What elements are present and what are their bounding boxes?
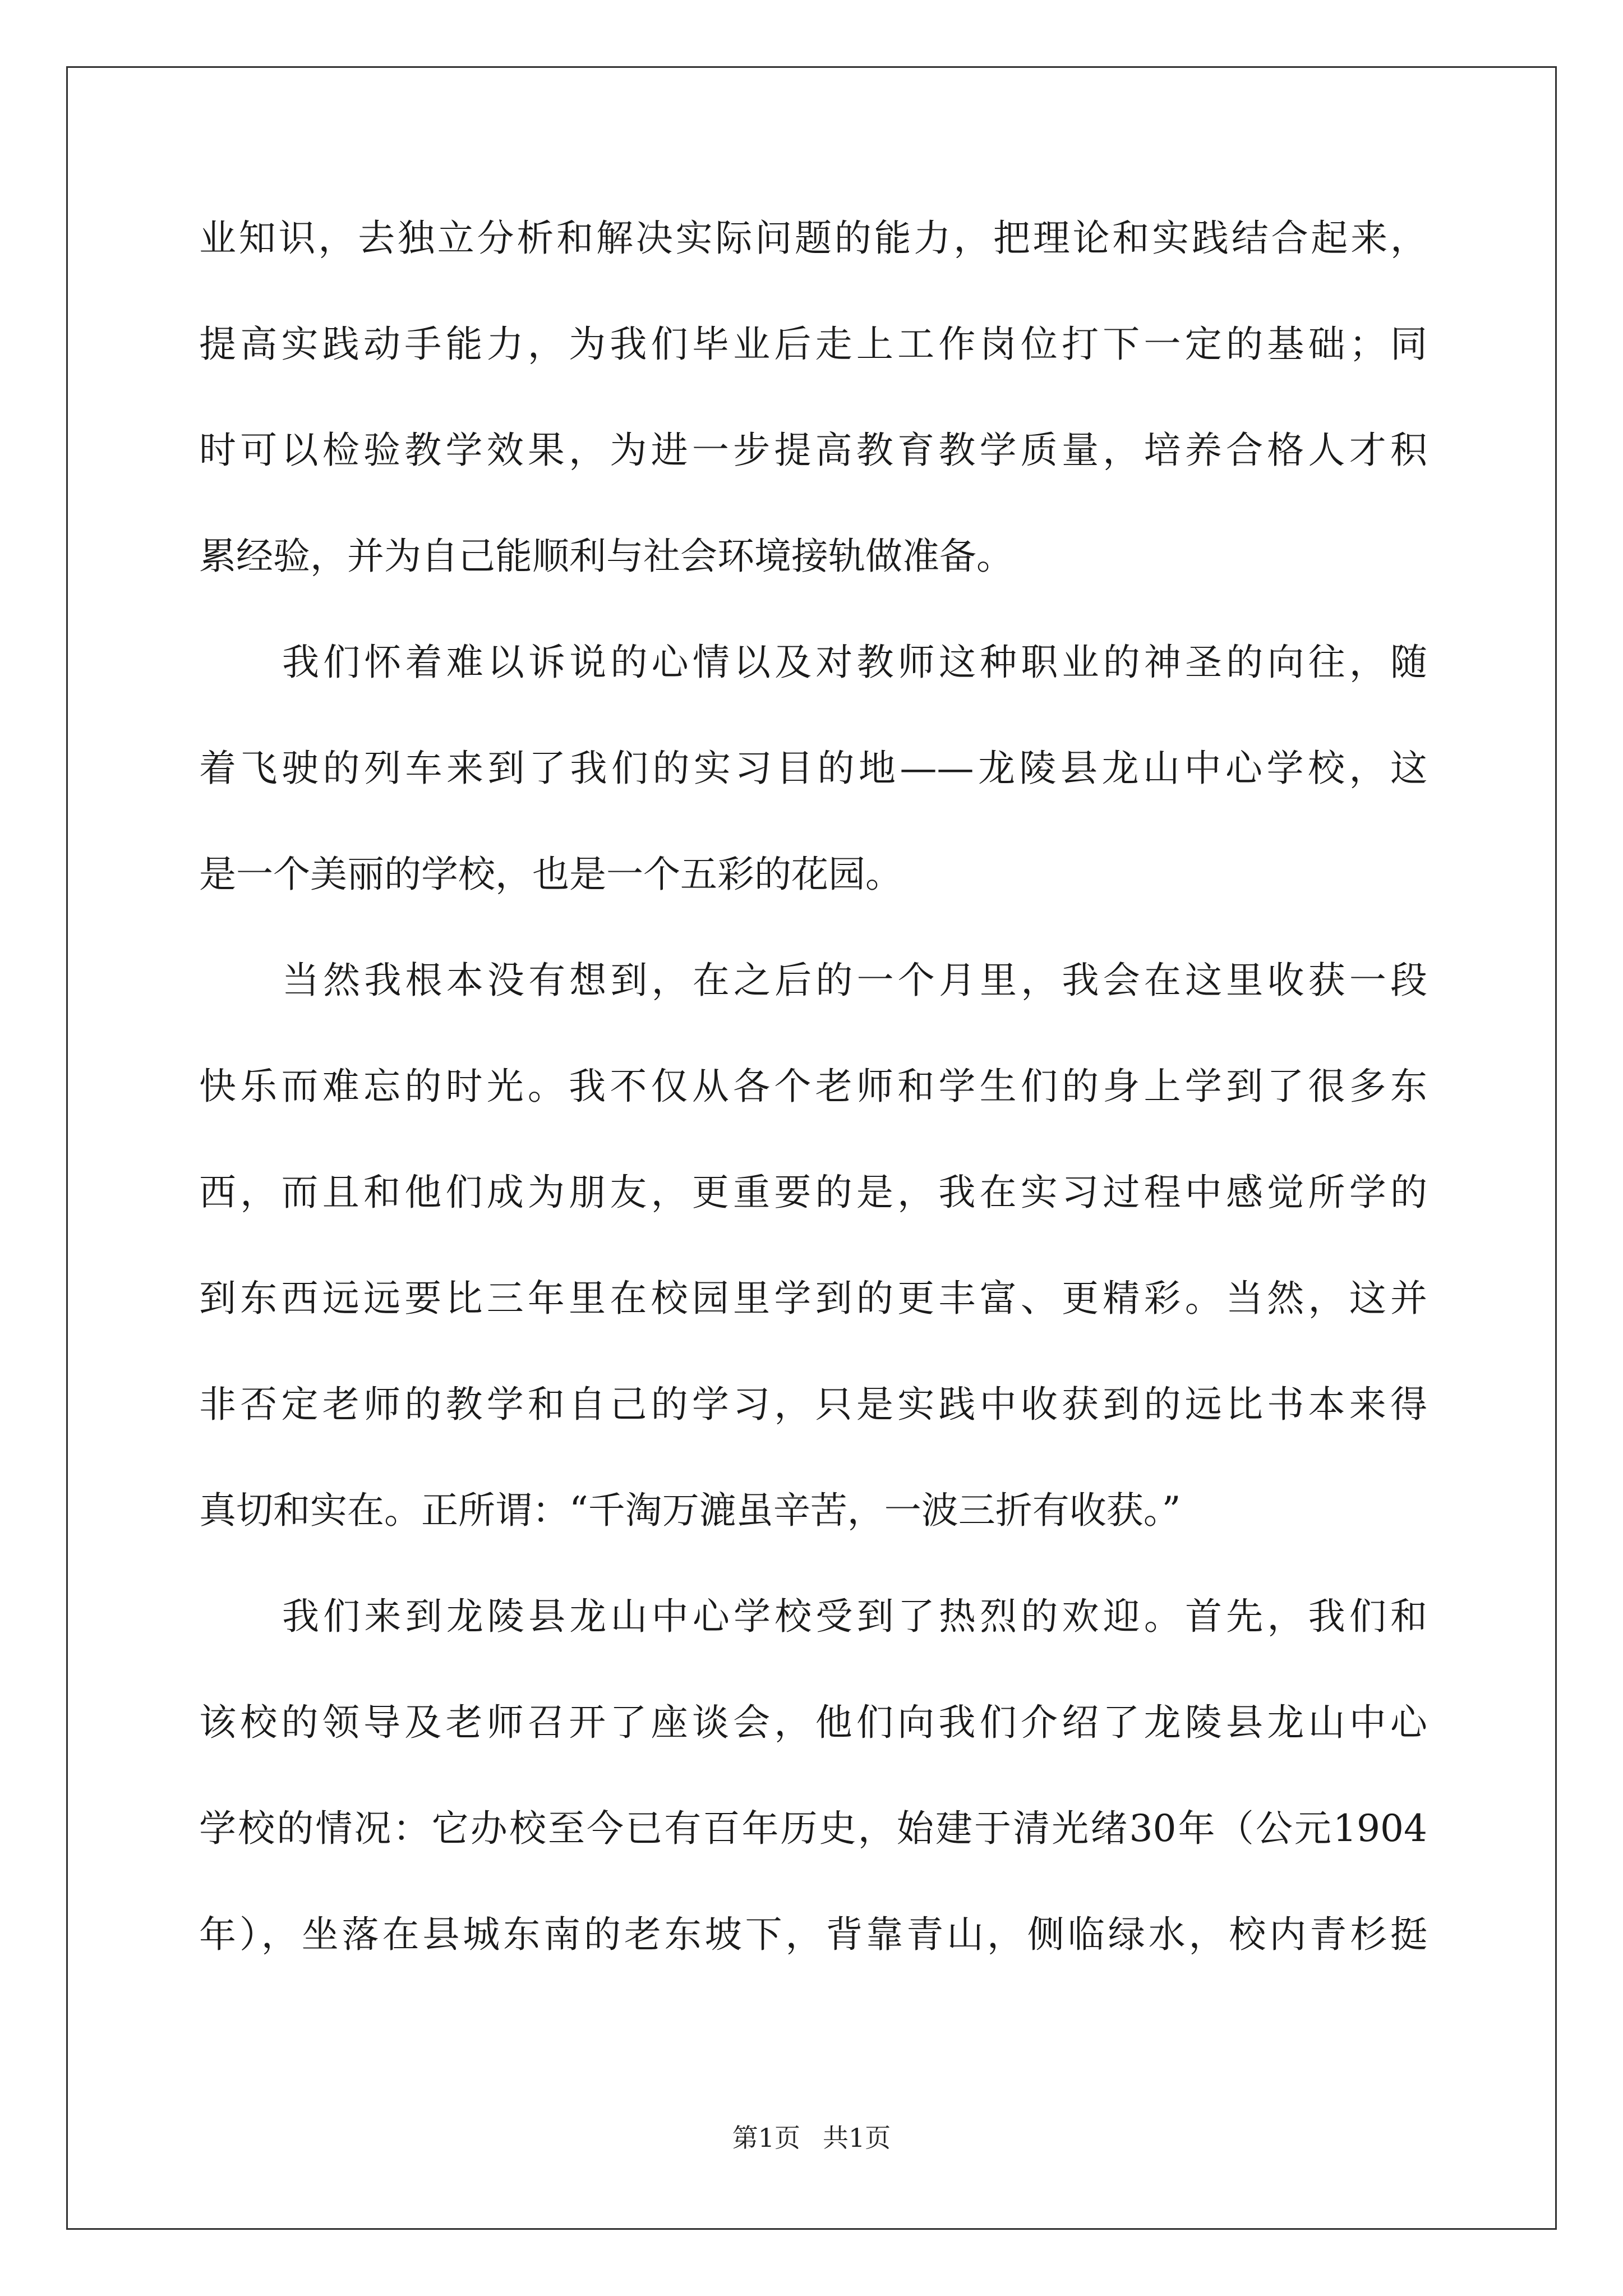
text-line: 快乐而难忘的时光。我不仅从各个老师和学生们的身上学到了很多东 [199, 1065, 1427, 1108]
text-line: 非否定老师的教学和自己的学习，只是实践中收获到的远比书本来得 [199, 1383, 1427, 1426]
text-line: 我们怀着难以诉说的心情以及对教师这种职业的神圣的向往，随 [282, 641, 1427, 684]
page-total: 共1页 [823, 2123, 891, 2153]
text-line: 提高实践动手能力，为我们毕业后走上工作岗位打下一定的基础；同 [199, 323, 1427, 366]
page-number: 第1页 [732, 2123, 800, 2153]
text-line: 是一个美丽的学校，也是一个五彩的花园。 [199, 853, 902, 896]
text-line: 业知识，去独立分析和解决实际问题的能力，把理论和实践结合起来， [199, 217, 1427, 260]
text-line: 累经验，并为自己能顺利与社会环境接轨做准备。 [199, 535, 1013, 578]
text-line: 学校的情况：它办校至今已有百年历史，始建于清光绪30年（公元1904 [199, 1807, 1427, 1850]
text-line: 西，而且和他们成为朋友，更重要的是，我在实习过程中感觉所学的 [199, 1171, 1427, 1214]
text-line: 真切和实在。正所谓：“千淘万漉虽辛苦，一波三折有收获。” [199, 1489, 1181, 1532]
text-line: 该校的领导及老师召开了座谈会，他们向我们介绍了龙陵县龙山中心 [199, 1701, 1427, 1744]
text-line: 当然我根本没有想到，在之后的一个月里，我会在这里收获一段 [282, 959, 1427, 1002]
text-line: 到东西远远要比三年里在校园里学到的更丰富、更精彩。当然，这并 [199, 1277, 1427, 1320]
text-line: 我们来到龙陵县龙山中心学校受到了热烈的欢迎。首先，我们和 [282, 1595, 1427, 1638]
text-line: 时可以检验教学效果，为进一步提高教育教学质量，培养合格人才积 [199, 429, 1427, 472]
page-footer [0, 2122, 1623, 2154]
text-line: 年），坐落在县城东南的老东坡下，背靠青山，侧临绿水，校内青杉挺 [199, 1913, 1427, 1956]
document-body [199, 216, 1427, 2018]
text-line: 着飞驶的列车来到了我们的实习目的地——龙陵县龙山中心学校，这 [199, 747, 1427, 790]
